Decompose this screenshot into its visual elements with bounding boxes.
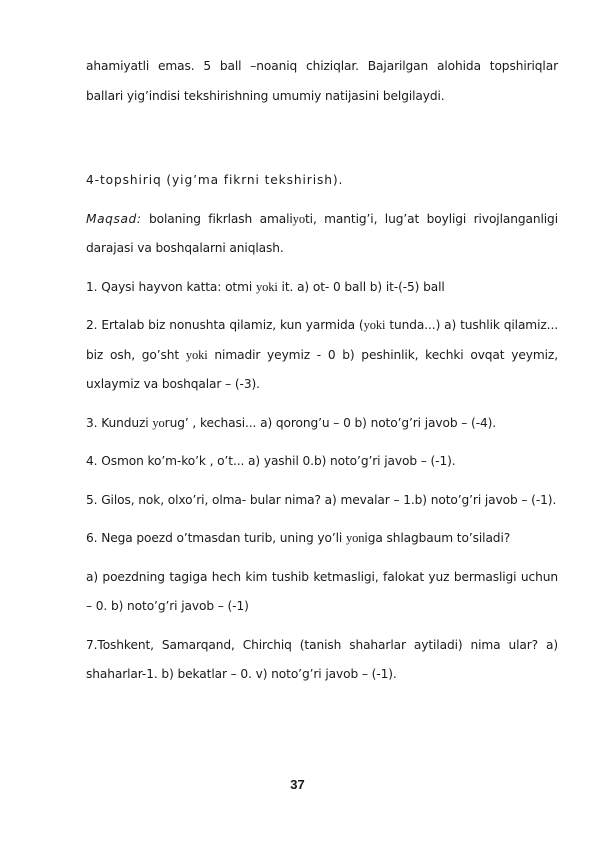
q3-text-b: yo — [152, 415, 165, 430]
intro-paragraph: ahamiyatli emas. 5 ball –noaniq chiziqlar. Bajarilgan alohida topshiriqlar ballari yig’indisi tekshirishning umumiy natijasini belgilaydi. — [86, 59, 558, 103]
question-4: 4. Osmon ko’m-ko’k , o’t... a) yashil 0.b) noto’g’ri javob – (-1). — [86, 454, 456, 468]
q6-text-b: yon — [345, 531, 365, 545]
q2-text-a: 2. Ertalab biz nonushta qilamiz, kun yarmida ( — [86, 318, 364, 332]
q2-text-b: yoki — [363, 318, 386, 332]
question-3 — [86, 409, 558, 439]
q2-text-c: tunda...) a) tushlik qilamiz... biz osh, go’sht — [86, 318, 558, 362]
goal-text-c: ti, mantig’i, lug’at boyligi rivojlanganligi darajasi va boshqalarni aniqlash. — [86, 211, 558, 255]
q3-text-a: 3. Kunduzi — [86, 415, 153, 430]
document-body — [86, 52, 558, 699]
q1-text-a: 1. Qaysi hayvon katta: otmi — [86, 279, 256, 294]
task-heading: 4-topshiriq (yig’ma fikrni tekshirish). — [86, 173, 344, 187]
q3-text-c: rug’ , kechasi... a) qorong’u – 0 b) noto’g’ri javob – (-4). — [164, 415, 497, 430]
q1-text-b: yoki — [255, 279, 278, 294]
goal-paragraph — [86, 205, 558, 264]
goal-text-a: bolaning fikrlash amali — [141, 211, 293, 226]
page-number: 37 — [290, 777, 305, 792]
q1-text-c: it. a) ot- 0 ball b) it-(-5) ball — [277, 279, 445, 294]
goal-label: Maqsad: — [86, 211, 142, 226]
question-6 — [86, 524, 558, 554]
spacer — [86, 120, 558, 166]
question-5: 5. Gilos, nok, olxo’ri, olma- bular nima? a) mevalar – 1.b) noto’g’ri javob – (-1). — [86, 492, 557, 507]
question-7: 7.Toshkent, Samarqand, Chirchiq (tanish shaharlar aytiladi) nima ular? a) shaharlar-1. b) bekatlar – 0. v) noto’g’ri javob – (-1). — [86, 637, 558, 681]
q6-text-a: 6. Nega poezd o’tmasdan turib, uning yo’li — [86, 531, 346, 545]
question-2 — [86, 311, 558, 400]
q2-text-e: nimadir yeymiz - 0 b) peshinlik, kechki ovqat yeymiz, uxlaymiz va boshqalar – (-3). — [86, 347, 558, 391]
goal-text-b: yo — [292, 211, 305, 226]
q6-text-c: iga shlagbaum to’siladi? — [364, 531, 511, 545]
q2-text-d: yoki — [185, 347, 208, 362]
question-6-answer: a) poezdning tagiga hech kim tushib ketmasligi, falokat yuz bermasligi uchun – 0. b) noto’g’ri javob – (-1) — [86, 569, 558, 613]
question-1 — [86, 273, 558, 303]
